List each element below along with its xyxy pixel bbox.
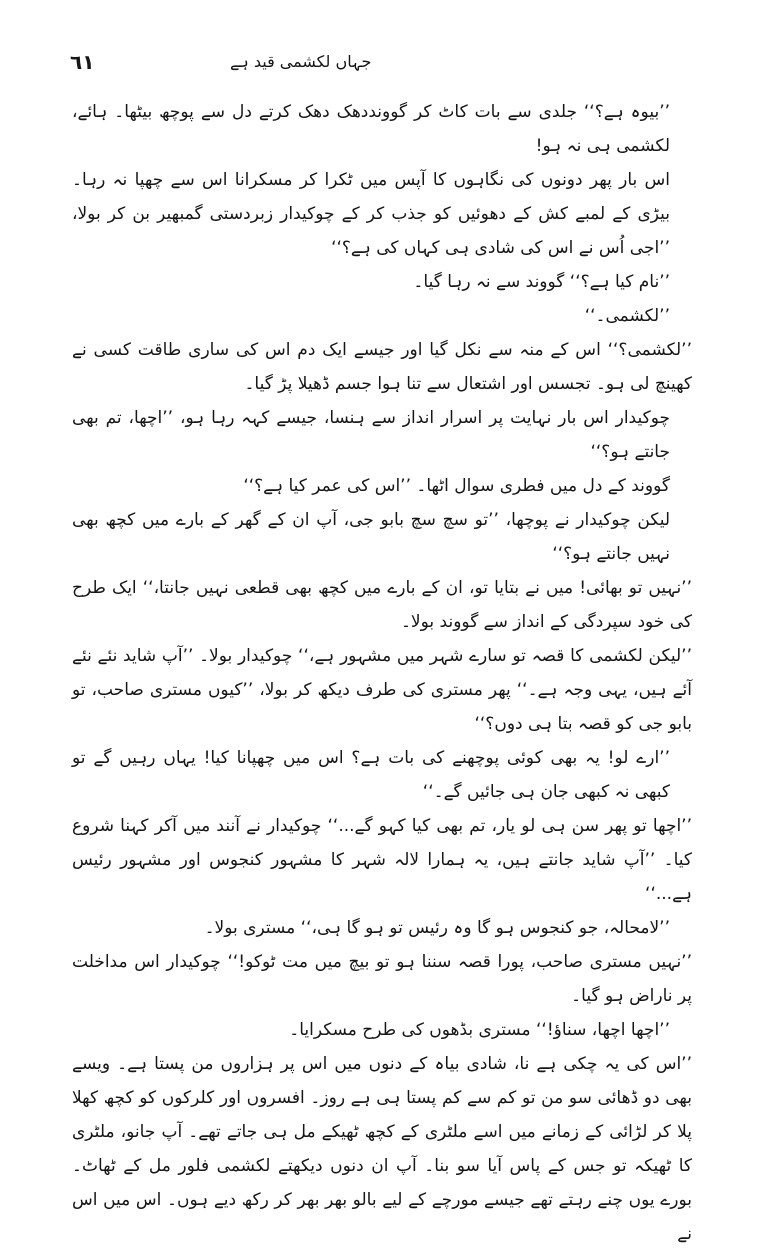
paragraph: ’’بیوہ ہے؟‘‘ جلدی سے بات کاٹ کر گوونددھک دھک کرتے دل سے پوچھ بیٹھا۔ ہائے، لکشمی ہی نہ ہو! [72,102,670,156]
paragraph: ’’اچھا اچھا، سناؤ!‘‘ مستری بڈھوں کی طرح مسکرایا۔ [289,1020,670,1040]
page-header [70,50,701,80]
paragraph: ’’نہیں تو بھائی! میں نے بتایا تو، ان کے بارے میں کچھ بھی قطعی نہیں جانتا،‘‘ ایک طرح کی خود سپردگی کے انداز سے گووند بولا۔ [72,578,692,632]
page-number: ٦١ [70,50,95,74]
paragraph: ’’لیکن لکشمی کا قصہ تو سارے شہر میں مشہور ہے،‘‘ چوکیدار بولا۔ ’’آپ شاید نئے نئے آئے ہیں، یہی وجہ ہے۔‘‘ پھر مستری کی طرف دیکھ کر بولا، ’’کیوں مستری صاحب، تو بابو جی کو قصہ بتا ہی دوں؟‘‘ [72,646,692,734]
paragraph: چوکیدار اس بار نہایت پر اسرار انداز سے ہنسا، جیسے کہہ رہا ہو، ’’اچھا، تم بھی جانتے ہو؟‘‘ [72,408,670,462]
paragraph: ’’اس کی یہ چکی ہے نا، شادی بیاہ کے دنوں میں اس پر ہزاروں من پستا ہے۔ ویسے بھی دو ڈھائی سو من تو کم سے کم پستا ہی ہے روز۔ افسروں اور کلرکوں کو کچھ کھلا پلا کر لڑائی کے زمانے میں اسے ملٹری کے کچھ ٹھیکے مل ہی جاتے تھے۔ آپ جانو، ملٹری کا ٹھیکہ تو جس کے پاس آیا سو بنا۔ آپ ان دنوں دیکھتے لکشمی فلور مل کے ٹھاٹ۔ بورے یوں چنے رہتے تھے جیسے مورچے کے لیے بالو بھر بھر کر رکھ دیے ہوں۔ اس میں اس نے [72,1054,692,1244]
paragraph: اس بار پھر دونوں کی نگاہوں کا آپس میں ٹکرا کر مسکرانا اس سے چھپا نہ رہا۔ بیڑی کے لمبے کش کے دھوئیں کو جذب کر کے چوکیدار زبردستی گمبھیر بن کر بولا، ’’اجی اُس نے اس کی شادی ہی کہاں کی ہے؟‘‘ [72,170,670,258]
paragraph: گووند کے دل میں فطری سوال اٹھا۔ ’’اس کی عمر کیا ہے؟‘‘ [243,476,670,496]
running-title: جہاں لکشمی قید ہے [230,52,372,71]
paragraph: ’’لکشمی؟‘‘ اس کے منہ سے نکل گیا اور جیسے ایک دم اس کی ساری طاقت کسی نے کھینچ لی ہو۔ تجسس اور اشتعال سے تنا ہوا جسم ڈھیلا پڑ گیا۔ [72,340,692,394]
paragraph: ’’نام کیا ہے؟‘‘ گووند سے نہ رہا گیا۔ [413,272,670,292]
body-text [72,95,692,1251]
paragraph: ’’لکشمی۔‘‘ [584,306,670,326]
paragraph: ’’نہیں مستری صاحب، پورا قصہ سننا ہو تو بیچ میں مت ٹوکو!‘‘ چوکیدار اس مداخلت پر ناراض ہو گیا۔ [72,952,692,1006]
paragraph: ’’ارے لو! یہ بھی کوئی پوچھنے کی بات ہے؟ اس میں چھپانا کیا! یہاں رہیں گے تو کبھی نہ کبھی جان ہی جائیں گے۔‘‘ [72,748,670,802]
paragraph: ’’اچھا تو پھر سن ہی لو یار، تم بھی کیا کہو گے...‘‘ چوکیدار نے آنند میں آکر کہنا شروع کیا۔ ’’آپ شاید جانتے ہیں، یہ ہمارا لالہ شہر کا مشہور کنجوس اور مشہور رئیس ہے...‘‘ [72,816,692,904]
paragraph: لیکن چوکیدار نے پوچھا، ’’تو سچ سچ بابو جی، آپ ان کے گھر کے بارے میں کچھ بھی نہیں جانتے ہو؟‘‘ [72,510,670,564]
paragraph: ’’لامحالہ، جو کنجوس ہو گا وہ رئیس تو ہو گا ہی،‘‘ مستری بولا۔ [204,918,670,938]
